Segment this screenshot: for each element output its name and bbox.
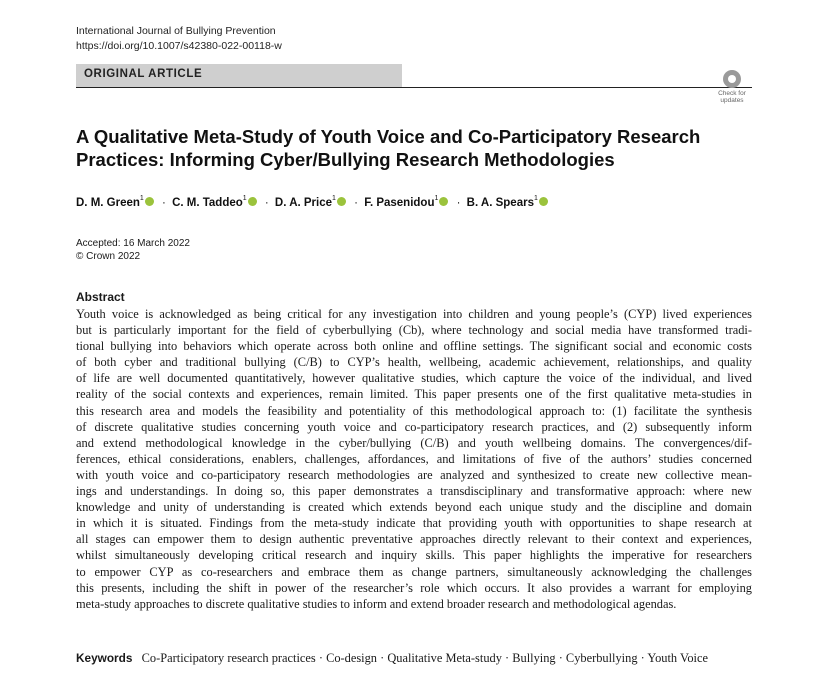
abstract-line: of discrete qualitative studies concerning youth voice and co-participatory research practices, and (2) subsequently inform: [76, 419, 752, 434]
author-name: F. Pasenidou: [364, 197, 435, 209]
update-icon: [723, 70, 741, 88]
abstract-line: ferences, ethical considerations, enablers, challenges, affordances, and limitations of five of the authors’ studies concerned: [76, 451, 752, 466]
abstract-line: all stages can empower them to design authentic preventative approaches directly relevant to their context and experiences,: [76, 532, 752, 547]
article-type-banner: [76, 64, 402, 87]
keywords-section: [76, 650, 752, 666]
orcid-icon[interactable]: [337, 197, 346, 206]
author-3[interactable]: [275, 197, 348, 209]
author-name: D. M. Green: [76, 197, 140, 209]
author-separator: ·: [354, 197, 358, 209]
abstract-line: to empower CYP as co-researchers and embrace them as change partners, simultaneously acknowledging the challenges: [76, 564, 752, 579]
abstract-line: this presents, including the shift in power of the researcher’s role which occurs. It also provides a warrant for employing: [76, 580, 752, 595]
author-1[interactable]: [76, 197, 156, 209]
abstract-line: reality of the social contexts and experiences, remain limited. This paper presents one of the first qualitative meta-studies in: [76, 387, 752, 402]
orcid-icon[interactable]: [145, 197, 154, 206]
abstract-line: whilst simultaneously developing critical research and inquiry skills. This paper highlights the imperative for researchers: [76, 548, 752, 563]
author-name: D. A. Price: [274, 197, 333, 209]
author-4[interactable]: [364, 197, 450, 209]
title-line-2: Practices: Informing Cyber/Bullying Research Methodologies: [76, 149, 615, 170]
journal-name: International Journal of Bullying Prevention: [76, 25, 276, 37]
author-affiliation: 1: [533, 195, 538, 202]
abstract-line: of both cyber and traditional bullying (C/B) to CYP’s health, wellbeing, academic achievement, relationships, and quality: [76, 355, 752, 370]
copyright-notice: © Crown 2022: [76, 251, 141, 262]
orcid-icon[interactable]: [539, 197, 548, 206]
author-separator: ·: [162, 197, 166, 209]
article-type-label: ORIGINAL ARTICLE: [84, 68, 203, 80]
keywords-text: Co-Participatory research practices · Co-design · Qualitative Meta-study · Bullying · Cyberbullying · Youth Voice: [141, 651, 708, 665]
abstract-line: with youth voice and co-participatory research methodologies are analyzed and synthesized to create new collective mean-: [76, 467, 752, 482]
abstract-line: but is particularly important for the field of cyberbullying (Cb), where technology and social media have transformed tradi-: [76, 323, 752, 338]
abstract-line: knowledge and unity of understanding is created which extends beyond each unique study and the discipline and domain: [76, 500, 752, 515]
author-name: B. A. Spears: [466, 197, 534, 209]
abstract-line: meta-study approaches to discrete qualitative studies to inform and extend broader research and methodological agendas.: [76, 596, 677, 611]
abstract-line: this research area and models the feasibility and potentiality of this methodological approach to: (1) facilitate the synthesis: [76, 403, 752, 418]
author-separator: ·: [264, 197, 269, 209]
abstract-heading: Abstract: [76, 290, 125, 304]
author-separator: ·: [456, 197, 461, 209]
author-affiliation: 1: [434, 195, 439, 202]
orcid-icon[interactable]: [248, 197, 257, 206]
article-title: [76, 125, 736, 171]
abstract-line: and extend methodological knowledge in the cyber/bullying (C/B) and youth wellbeing domains. The convergences/dif-: [76, 435, 752, 450]
abstract-line: of life are well documented quantitatively, however qualitative studies, which capture the voice of the individual, and lived: [76, 371, 752, 386]
title-line-1: A Qualitative Meta-Study of Youth Voice and Co-Participatory Research: [76, 126, 701, 147]
abstract-body: [76, 306, 752, 612]
check-for-updates-badge[interactable]: [712, 70, 752, 110]
author-affiliation: 1: [332, 195, 336, 202]
doi-link[interactable]: https://doi.org/10.1007/s42380-022-00118-w: [76, 40, 282, 52]
author-affiliation: 1: [242, 195, 247, 202]
author-2[interactable]: [172, 197, 259, 209]
abstract-line: tional bullying into behaviors which operate across both online and offline settings. The significant social and economic costs: [76, 339, 752, 354]
keywords-label: Keywords: [76, 651, 133, 665]
abstract-line: Youth voice is acknowledged as being critical for any investigation into children and young people’s (CYP) lived experiences: [76, 307, 752, 321]
update-badge-label: Check for updates: [718, 90, 746, 104]
author-list: [76, 197, 550, 209]
orcid-icon[interactable]: [439, 197, 448, 206]
author-5[interactable]: [467, 197, 550, 209]
abstract-line: ings and understandings. In doing so, this paper demonstrates a transdisciplinary and transformative approach: where new: [76, 484, 752, 499]
author-affiliation: 1: [139, 195, 144, 202]
author-name: C. M. Taddeo: [172, 197, 243, 209]
accepted-date: Accepted: 16 March 2022: [76, 238, 190, 249]
abstract-line: in which it is situated. Findings from the meta-study indicate that providing youth with opportunities to shape research at: [76, 516, 752, 531]
header-divider: [76, 87, 752, 88]
